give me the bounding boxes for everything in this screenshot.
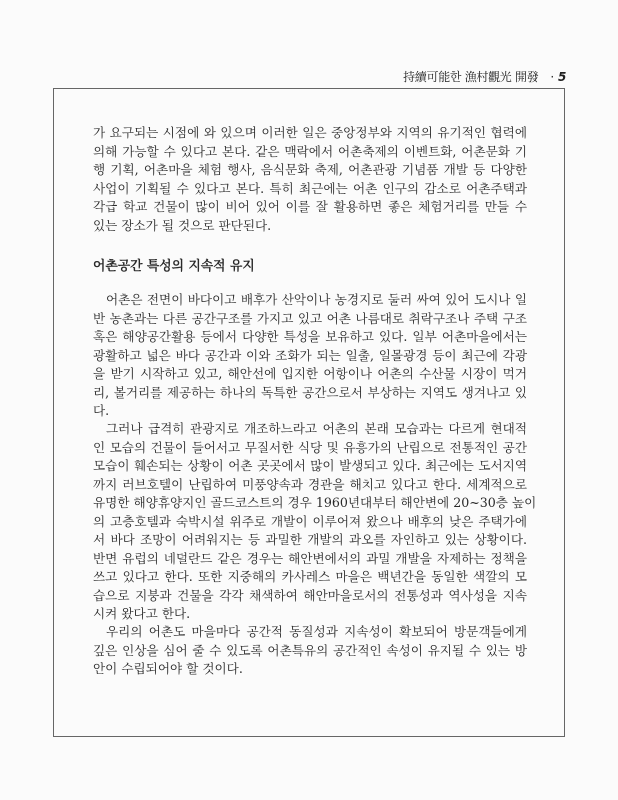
- text-line: 습으로 지붕과 건물을 각각 채색하여 해안마을로서의 전통성과 역사성을 지속: [93, 587, 527, 603]
- running-header: [403, 68, 566, 85]
- text-line: 인 모습의 건물이 들어서고 무질서한 식당 및 유흥가의 난립으로 전통적인 공간: [93, 439, 527, 455]
- text-line: 다.: [93, 403, 110, 418]
- text-line: 리, 볼거리를 제공하는 하나의 독특한 공간으로서 부상하는 지역도 생겨나고 있: [93, 384, 527, 400]
- text-line: 그러나 급격히 관광지로 개조하느라고 어촌의 본래 모습과는 다르게 현대적: [106, 421, 527, 436]
- text-line: 사업이 기획될 수 있다고 본다. 특히 최근에는 어촌 인구의 감소로 어촌주택과: [93, 180, 527, 196]
- text-line: 어촌은 전면이 바다이고 배후가 산악이나 농경지로 둘러 싸여 있어 도시나 일: [106, 292, 527, 307]
- page-number: 5: [557, 70, 566, 84]
- text-line: 반면 유럽의 네덜란드 같은 경우는 해안변에서의 과밀 개발을 자제하는 정책을: [93, 550, 527, 566]
- text-line: 유명한 해양휴양지인 골드코스트의 경우 1960년대부터 해안변에 20~30층 높이: [93, 495, 537, 510]
- text-line: 가 요구되는 시점에 와 있으며 이러한 일은 중앙정부와 지역의 유기적인 협력에: [93, 125, 527, 140]
- running-header-separator: ·: [550, 70, 554, 84]
- paragraph-2: [93, 291, 527, 421]
- paragraph-3: [93, 420, 537, 624]
- text-line: 모습이 훼손되는 상황이 어촌 곳곳에서 많이 발생되고 있다. 최근에는 도서지역: [93, 458, 527, 473]
- text-line: 반 농촌과는 다른 공간구조를 가지고 있고 어촌 나름대로 취락구조나 주택 구조: [93, 310, 527, 326]
- text-line: 안이 수립되어야 할 것이다.: [93, 661, 243, 676]
- paragraph-4: [93, 623, 527, 679]
- text-line: 쓰고 있다고 한다. 또한 지중해의 카사레스 마을은 백년간을 동일한 색깔의 모: [93, 569, 527, 584]
- text-line: 의해 가능할 수 있다고 본다. 같은 맥락에서 어촌축제의 이벤트화, 어촌문화 기: [93, 143, 527, 159]
- text-line: 광활하고 넓은 바다 공간과 이와 조화가 되는 일출, 일몰광경 등이 최근에 각광: [93, 347, 527, 363]
- text-line: 우리의 어촌도 마을마다 공간적 동질성과 지속성이 확보되어 방문객들에게: [106, 624, 527, 639]
- text-line: 시켜 왔다고 한다.: [93, 606, 191, 621]
- text-line: 혹은 해양공간활용 등에서 다양한 특성을 보유하고 있다. 일부 어촌마을에서는: [93, 329, 527, 344]
- text-line: 깊은 인상을 심어 줄 수 있도록 어촌특유의 공간적인 속성이 유지될 수 있는 방: [93, 642, 527, 658]
- section-heading: 어촌공간 특성의 지속적 유지: [93, 259, 255, 274]
- text-line: 의 고층호텔과 숙박시설 위주로 개발이 이루어져 왔으나 배후의 낮은 주택가에: [93, 513, 527, 529]
- text-line: 서 바다 조망이 어려워지는 등 과밀한 개발의 과오를 자인하고 있는 상황이다.: [93, 532, 527, 547]
- text-line: 있는 장소가 될 것으로 판단된다.: [93, 217, 272, 233]
- text-line: 행 기획, 어촌마을 체험 행사, 음식문화 축제, 어촌관광 기념품 개발 등 다양한: [93, 162, 527, 177]
- running-header-title: 持續可能한 漁村觀光 開發: [403, 70, 539, 84]
- text-line: 까지 러브호텔이 난립하여 미풍양속과 경관을 해치고 있다고 한다. 세계적으로: [93, 476, 527, 492]
- text-line: 각급 학교 건물이 많이 비어 있어 이를 잘 활용하면 좋은 체험거리를 만들 수: [93, 199, 527, 214]
- text-line: 을 받기 시작하고 있고, 해안선에 입지한 어항이나 어촌의 수산물 시장이 먹거: [93, 366, 527, 381]
- paragraph-1: [93, 124, 527, 235]
